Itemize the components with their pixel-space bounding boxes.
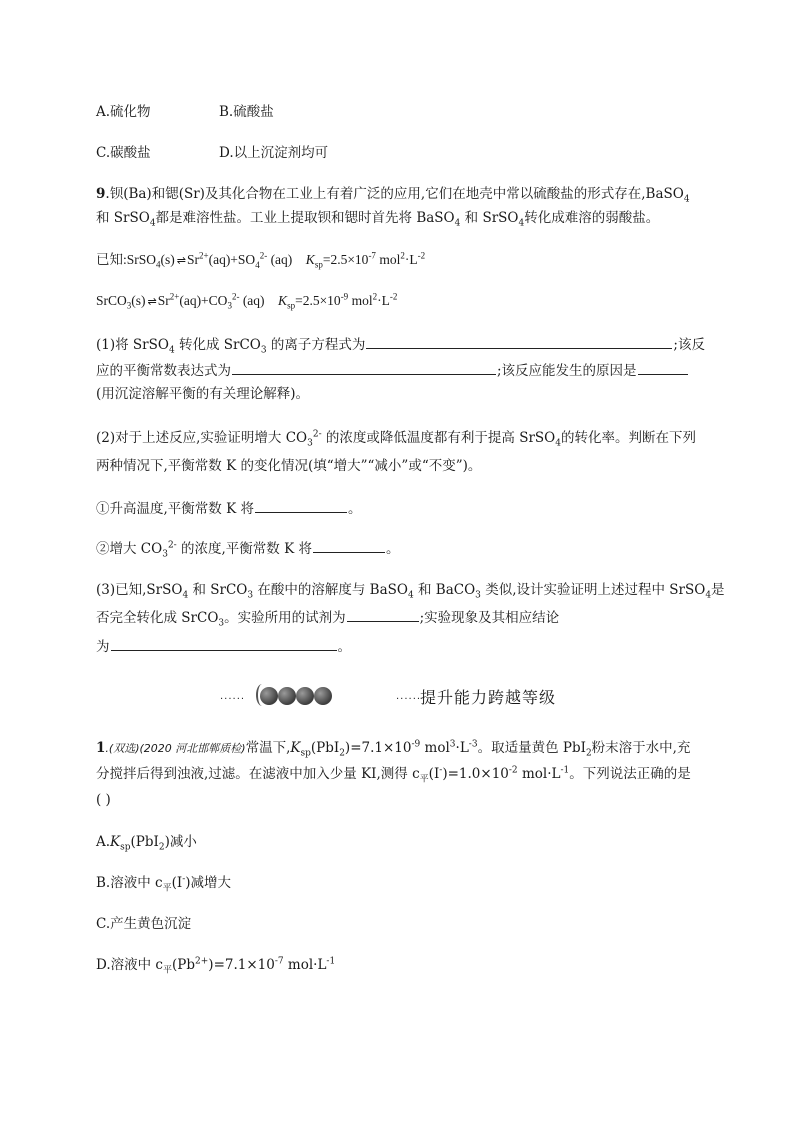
q9-part2-item2: ②增大 $CO_3^{2-}$ 的浓度,平衡常数 K 将 。: [96, 538, 399, 559]
q1-line1: 1.(双选)(2020 河北邯郸质检)常温下$,K_{sp}(PbI_2)=7.1\times 10^{-9}$ $mol^3\cdot L^{-3}$。取适量黄色 PbI$_2$粉末溶于水中,充: [96, 739, 691, 759]
q1-option-a: $A.K_{sp}(PbI_2)$减小: [96, 834, 197, 853]
q9-intro-line1: 9.钡(Ba)和锶(Sr)及其化合物在工业上有着广泛的应用,它们在地壳中常以硫酸盐的形式存在,BaSO$_4$: [96, 186, 690, 205]
q1-option-b: B.溶液中 $c_平(I^-)$减增大: [96, 874, 232, 894]
section-title: 提升能力跨越等级: [420, 688, 557, 707]
q9-intro-line2: 和 SrSO$_4$都是难溶性盐。工业上提取钡和锶时首先将 BaSO$_4$ 和 SrSO$_4$转化成难溶的弱酸盐。: [96, 210, 660, 229]
banner-ball-icon: [278, 687, 296, 705]
answer-blank[interactable]: [232, 360, 496, 375]
q9-part2-line1: (2)对于上述反应,实验证明增大 $CO_3^{2-}$ 的浓度或降低温度都有利于提高 SrSO$_4$的转化率。判断在下列: [96, 429, 696, 449]
q9-part2-item1: ①升高温度,平衡常数 K 将 。: [96, 498, 361, 519]
q8-option-a: A.硫化物: [96, 104, 151, 120]
banner-ball-icon: [260, 687, 278, 705]
q9-part3-line2: 否完全转化成 SrCO$_3$。实验所用的试剂为 ;实验现象及其相应结论: [96, 607, 559, 628]
answer-blank[interactable]: [347, 607, 419, 622]
q9-part2-line2: 两种情况下,平衡常数 K 的变化情况(填“增大”“减小”或“不变”)。: [96, 458, 482, 474]
banner-dots-left: ······: [220, 694, 246, 705]
banner-ball-icon: [296, 687, 314, 705]
q1-line2: 分搅拌后得到浊液,过滤。在滤液中加入少量 KI,测得 $c_平(I^-)=1.0\times 10^{-2}$ $mol\cdot L^{-1}$。下列说法正确的是: [96, 765, 691, 785]
q8-option-c: C.碳酸盐: [96, 145, 151, 161]
q9-part1-line2: 应的平衡常数表达式为 ;该反应能发生的原因是: [96, 360, 689, 381]
banner-dots-right: ······: [396, 694, 422, 705]
q9-part3-line1: (3)已知,SrSO$_4$ 和 SrCO$_3$ 在酸中的溶解度与 BaSO$_4$ 和 BaCO$_3$ 类似,设计实验证明上述过程中 SrSO$_4$是: [96, 582, 725, 601]
section-banner: [220, 684, 580, 708]
banner-ball-icon: [314, 687, 332, 705]
q9-part3-line3: 为 。: [96, 636, 351, 657]
answer-blank[interactable]: [313, 538, 385, 553]
q9-part1-line1: (1)将 SrSO$_4$ 转化成 SrCO$_3$ 的离子方程式为 ;该反: [96, 334, 705, 355]
q1-option-d: D.溶液中 $c_平(Pb^{2+})=7.1\times 10^{-7}$ $mol\cdot L^{-1}$: [96, 956, 336, 976]
q8-option-b: B.硫酸盐: [219, 104, 274, 120]
answer-blank[interactable]: [255, 498, 347, 513]
q9-equilibrium-1: 已知:SrSO$_4$(s) ⇌ $Sr^{2+}(aq)+SO_4^{2-}$ (aq) $K_{sp}=2.5\times 10^{-7}$ $mol^2\cdot L^{-2}$: [96, 250, 426, 270]
answer-blank[interactable]: [638, 360, 688, 375]
answer-blank[interactable]: [366, 334, 672, 349]
q9-part1-line3: (用沉淀溶解平衡的有关理论解释)。: [96, 386, 310, 402]
q1-answer-paren[interactable]: ( ): [96, 792, 111, 808]
q9-equilibrium-2: SrCO$_3$(s) ⇌ $Sr^{2+}(aq)+CO_3^{2-}$ (aq) $K_{sp}=2.5\times 10^{-9}$ $mol^2\cdot L^{-2}$: [96, 291, 398, 311]
answer-blank[interactable]: [111, 636, 337, 651]
q1-option-c: C.产生黄色沉淀: [96, 916, 192, 932]
q8-option-d: D.以上沉淀剂均可: [219, 145, 329, 161]
